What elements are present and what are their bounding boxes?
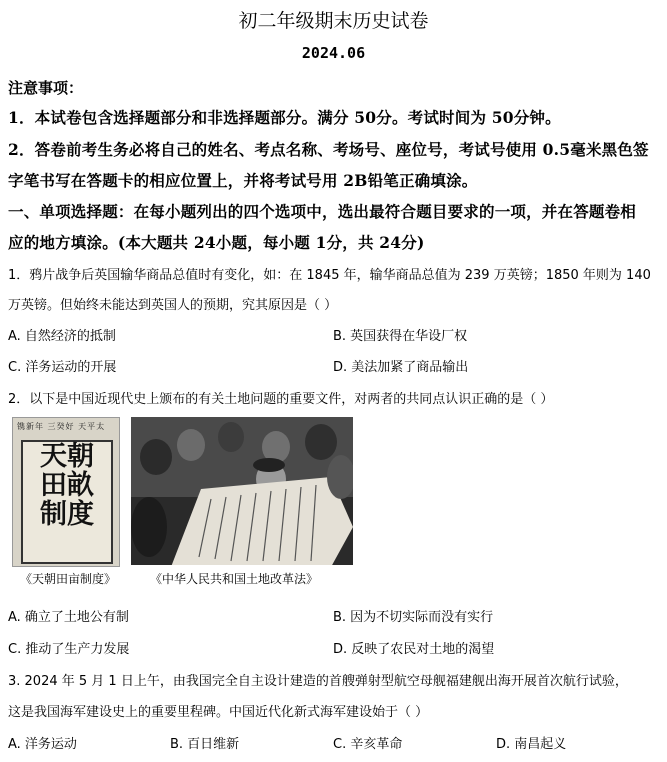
document-header-text: 镌新年 三癸好 天平太 <box>17 422 106 431</box>
notice-item-1: 1．本试卷包含选择题部分和非选择题部分。满分 50分。考试时间为 50分钟。 <box>8 108 561 127</box>
question-1-option-c[interactable]: C. 洋务运动的开展 <box>8 360 117 375</box>
crowd-illustration <box>131 417 353 565</box>
section-1-instructions-line1: 一、单项选择题：在每小题列出的四个选项中，选出最符合题目要求的一项，并在答题卷相 <box>8 202 637 221</box>
question-3-option-c[interactable]: C. 辛亥革命 <box>333 737 403 752</box>
question-3-option-a[interactable]: A. 洋务运动 <box>8 737 77 752</box>
notice-item-2-line1: 2．答卷前考生务必将自己的姓名、考点名称、考场号、座位号，考试号使用 0.5毫米黑色签 <box>8 140 649 159</box>
question-3-stem-line2: 这是我国海军建设史上的重要里程碑。中国近代化新式海军建设始于（ ） <box>8 705 429 720</box>
question-2-option-b[interactable]: B. 因为不切实际而没有实行 <box>333 610 494 625</box>
document-frame <box>21 440 113 564</box>
question-2-option-d[interactable]: D. 反映了农民对土地的渴望 <box>333 642 495 657</box>
notice-heading: 注意事项： <box>8 79 84 97</box>
question-3-option-b[interactable]: B. 百日维新 <box>170 737 240 752</box>
exam-title: 初二年级期末历史试卷 <box>238 10 429 32</box>
question-3-option-d[interactable]: D. 南昌起义 <box>496 737 567 752</box>
notice-item-2-line2: 字笔书写在答题卡的相应位置上，并将考试号用 2B铅笔正确填涂。 <box>8 171 478 190</box>
exam-date: 2024.06 <box>301 44 366 62</box>
taiping-document-image <box>12 417 120 567</box>
question-1-option-a[interactable]: A. 自然经济的抵制 <box>8 329 116 344</box>
question-2-stem: 2．以下是中国近现代史上颁布的有关土地问题的重要文件，对两者的共同点认识正确的是（ ） <box>8 392 554 407</box>
question-1-stem-line2: 万英镑。但始终未能达到英国人的预期，究其原因是（ ） <box>8 298 338 313</box>
land-reform-crowd-photo <box>131 417 353 565</box>
section-1-instructions-line2: 应的地方填涂。(本大题共 24小题，每小题 1分，共 24分) <box>8 233 425 252</box>
document-title-text: 天朝田畝制度 <box>40 441 94 530</box>
question-2-option-c[interactable]: C. 推动了生产力发展 <box>8 642 130 657</box>
question-1-option-d[interactable]: D. 美法加紧了商品输出 <box>333 360 469 375</box>
image-2-caption: 《中华人民共和国土地改革法》 <box>150 572 319 586</box>
question-2-option-a[interactable]: A. 确立了土地公有制 <box>8 610 129 625</box>
question-1-option-b[interactable]: B. 英国获得在华设厂权 <box>333 329 468 344</box>
image-1-caption: 《天朝田亩制度》 <box>20 572 117 586</box>
question-1-stem-line1: 1．鸦片战争后英国输华商品总值时有变化，如：在 1845 年，输华商品总值为 239 万英镑；1850 年则为 140 <box>8 268 651 283</box>
question-3-stem-line1: 3. 2024 年 5 月 1 日上午，由我国完全自主设计建造的首艘弹射型航空母舰福建舰出海开展首次航行试验， <box>8 674 628 689</box>
